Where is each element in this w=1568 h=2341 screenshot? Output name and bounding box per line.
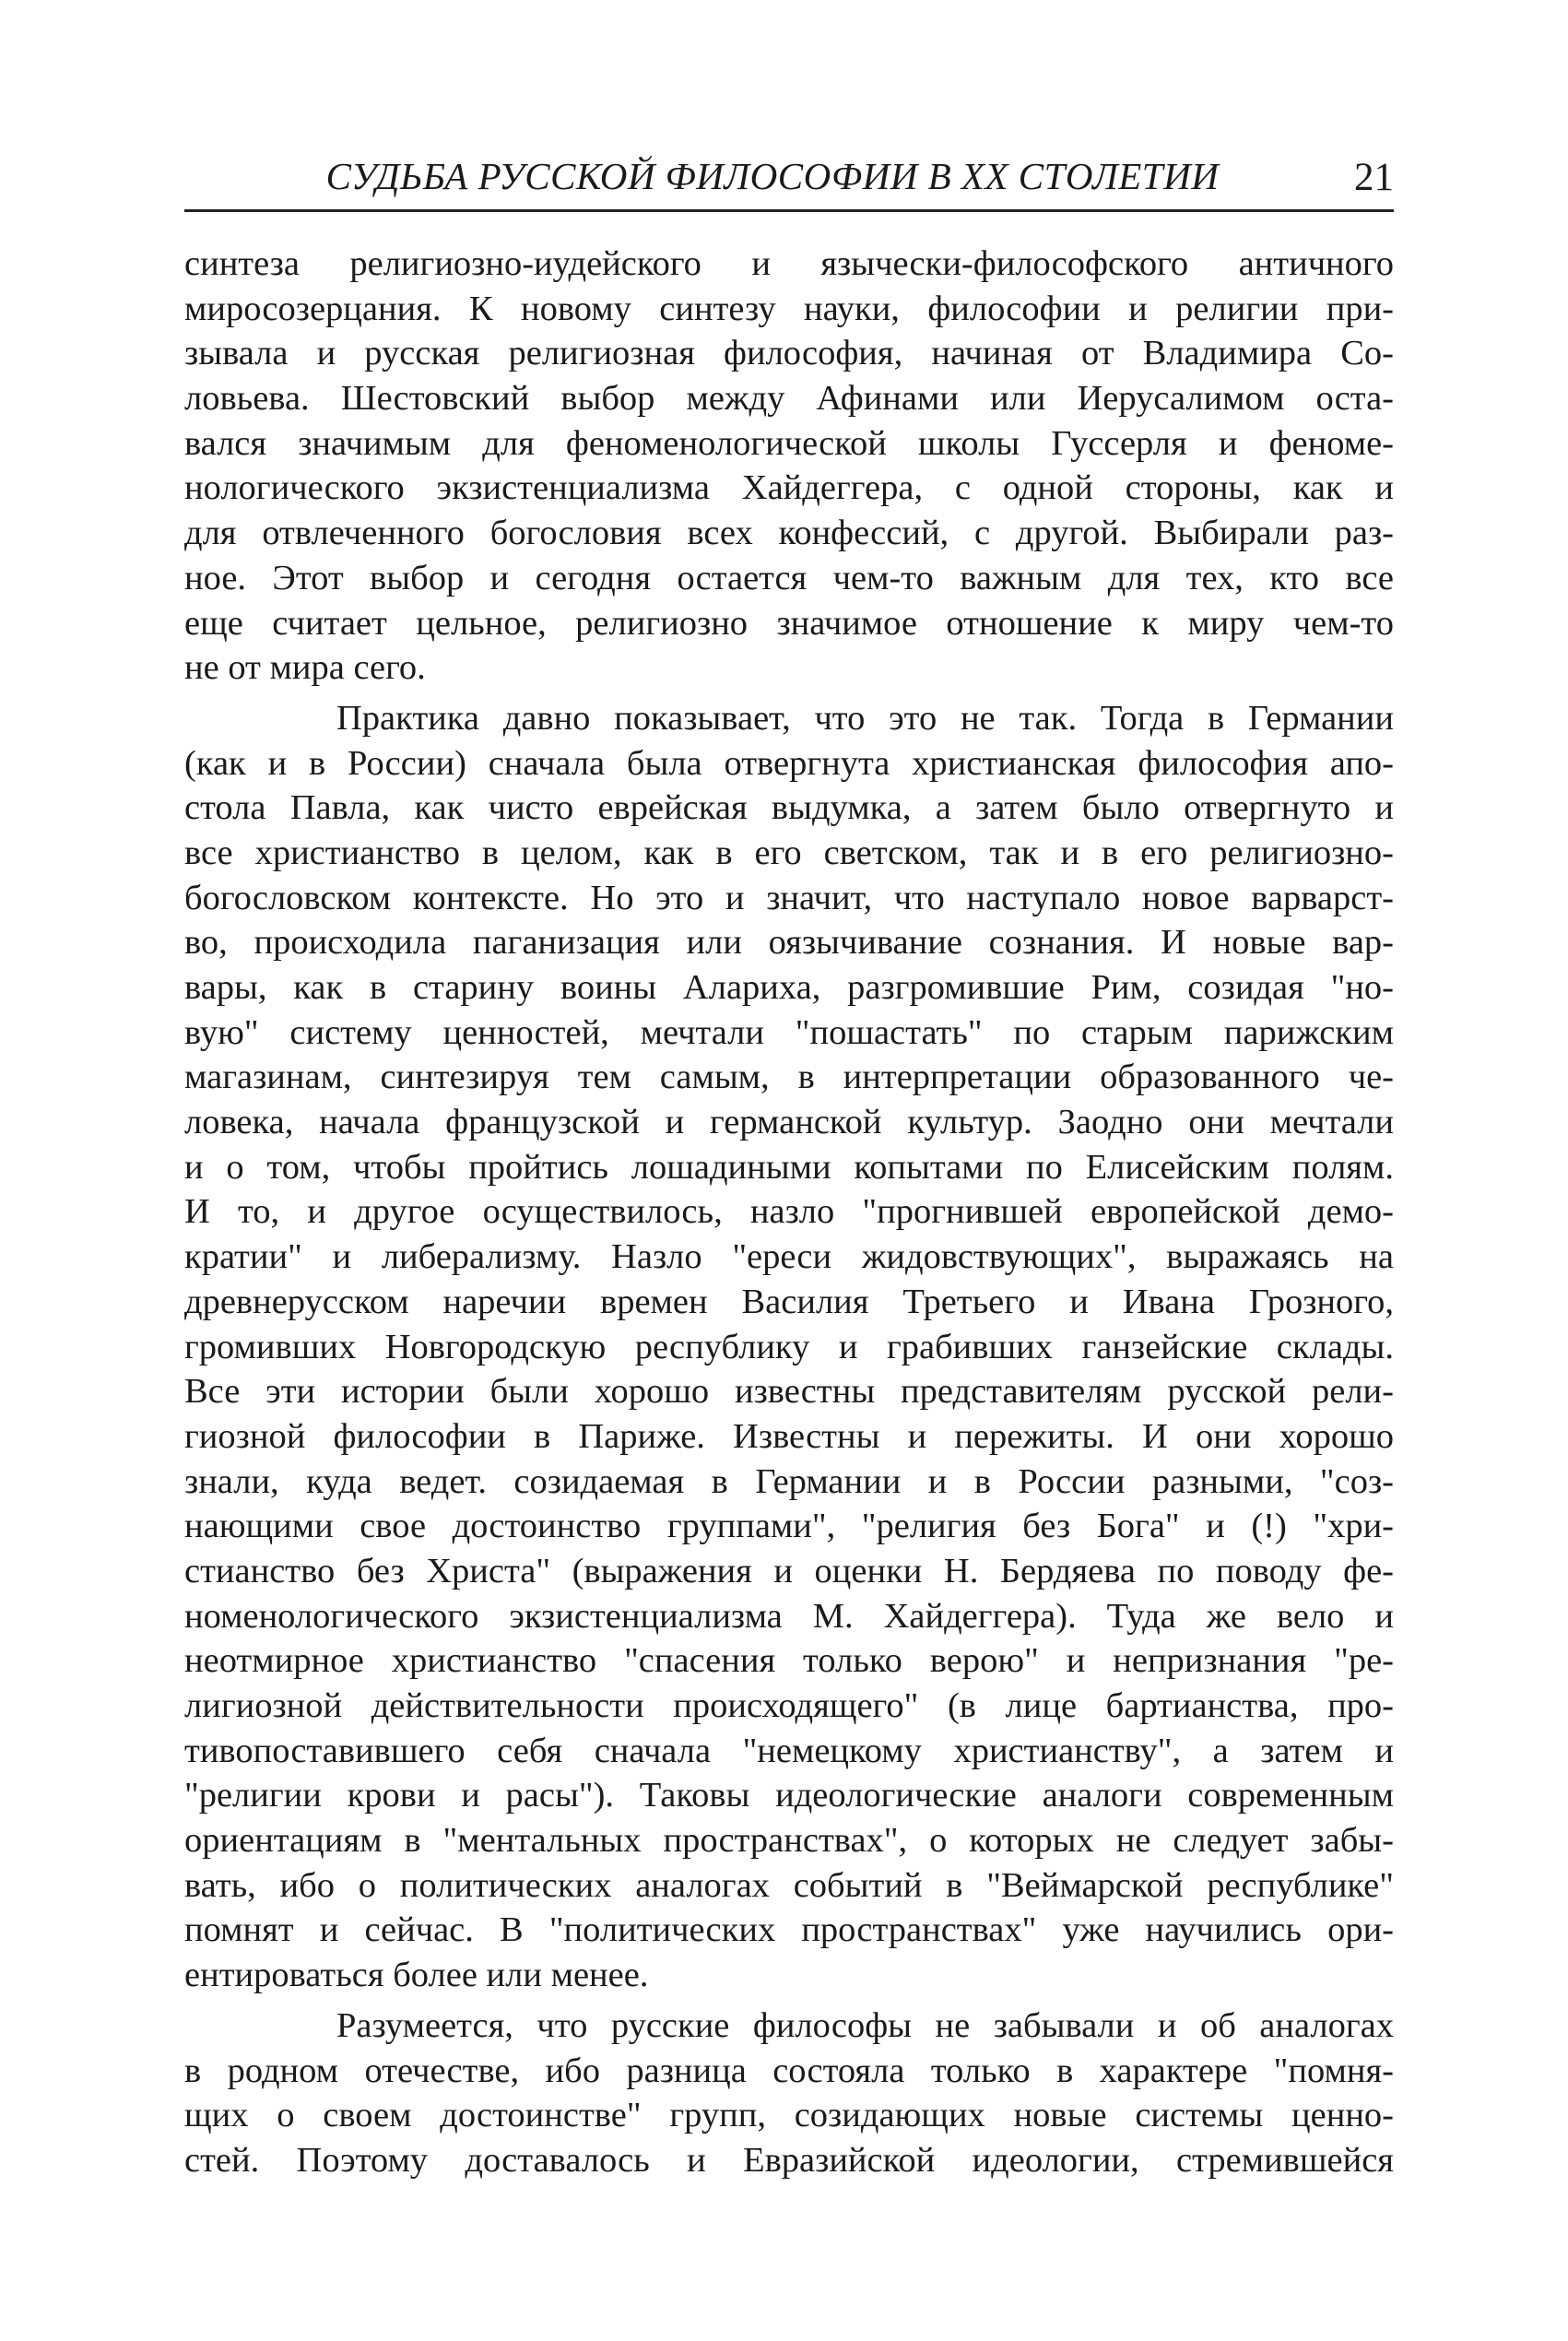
text-line: вался значимым для феноменологической школы Гуссерля и феноме- xyxy=(184,423,1394,463)
text-line: неотмирное христианство "спасения только верою" и непризнания "ре- xyxy=(184,1641,1394,1681)
text-line: Разумеется, что русские философы не забывали и об аналогах xyxy=(336,2005,1394,2045)
text-line: Все эти истории были хорошо известны представителям русской рели- xyxy=(184,1372,1394,1412)
running-title: СУДЬБА РУССКОЙ ФИЛОСОФИИ В XX СТОЛЕТИИ xyxy=(325,155,1220,197)
text-line: в родном отечестве, ибо разница состояла только в характере "помня- xyxy=(184,2051,1394,2090)
text-line: тивопоставившего себя сначала "немецкому христианству", а затем и xyxy=(184,1731,1394,1770)
text-line: вать, ибо о политических аналогах событий в "Веймарской республике" xyxy=(184,1865,1394,1905)
text-line: вары, как в старину воины Алариха, разгромившие Рим, созидая "но- xyxy=(184,968,1394,1007)
text-line: все христианство в целом, как в его светском, так и в его религиозно- xyxy=(184,833,1394,872)
text-line: богословском контексте. Но это и значит, что наступало новое варварст- xyxy=(184,878,1394,917)
text-line: нологического экзистенциализма Хайдеггера, с одной стороны, как и xyxy=(184,468,1394,508)
text-line: помнят и сейчас. В "политических пространствах" уже научились ори- xyxy=(184,1910,1394,1950)
text-line: гиозной философии в Париже. Известны и пережиты. И они хорошо xyxy=(184,1416,1394,1456)
text-line: древнерусском наречии времен Василия Третьего и Ивана Грозного, xyxy=(184,1282,1394,1321)
text-line: ориентациям в "ментальных пространствах", о которых не следует забы- xyxy=(184,1821,1394,1861)
text-line: (как и в России) сначала была отвергнута христианская философия апо- xyxy=(184,743,1394,783)
text-line: вую" систему ценностей, мечтали "пошастать" по старым парижским xyxy=(184,1012,1394,1052)
text-line: не от мира сего. xyxy=(184,648,426,688)
text-line: и о том, чтобы пройтись лошадиными копытами по Елисейским полям. xyxy=(184,1147,1394,1187)
text-line: стианство без Христа" (выражения и оценки Н. Бердяева по поводу фе- xyxy=(184,1551,1394,1590)
text-line: зывала и русская религиозная философия, начиная от Владимира Со- xyxy=(184,334,1394,373)
text-line: И то, и другое осуществилось, назло "прогнившей европейской демо- xyxy=(184,1192,1394,1232)
text-line: "религии крови и расы"). Таковы идеологические аналоги современным xyxy=(184,1776,1394,1815)
text-line: Практика давно показывает, что это не так. Тогда в Германии xyxy=(336,698,1394,738)
text-line: лигиозной действительности происходящего" (в лице бартианства, про- xyxy=(184,1686,1394,1725)
paragraph xyxy=(184,2004,1394,2183)
text-line: стола Павла, как чисто еврейская выдумка, а затем было отвергнуто и xyxy=(184,788,1394,828)
text-line: щих о своем достоинстве" групп, созидающих новые системы ценно- xyxy=(184,2096,1394,2135)
text-line: стей. Поэтому доставалось и Евразийской идеологии, стремившейся xyxy=(184,2140,1394,2180)
text-line: ентироваться более или менее. xyxy=(184,1956,649,1995)
text-line: миросозерцания. К новому синтезу науки, философии и религии при- xyxy=(184,289,1394,328)
text-line: для отвлеченного богословия всех конфессий, с другой. Выбирали раз- xyxy=(184,514,1394,553)
text-line: магазинам, синтезируя тем самым, в интерпретации образованного че- xyxy=(184,1058,1394,1097)
text-line: знали, куда ведет. созидаемая в Германии и в России разными, "соз- xyxy=(184,1461,1394,1501)
text-line: во, происходила паганизация или оязычивание сознания. И новые вар- xyxy=(184,923,1394,963)
page-number: 21 xyxy=(1354,156,1394,199)
text-line: громивших Новгородскую республику и грабивших ганзейские склады. xyxy=(184,1327,1394,1366)
text-line: еще считает цельное, религиозно значимое отношение к миру чем-то xyxy=(184,603,1394,643)
paragraph xyxy=(184,696,1394,1998)
text-line: кратии" и либерализму. Назло "ереси жидовствующих", выражаясь на xyxy=(184,1237,1394,1277)
running-header xyxy=(184,152,1394,212)
text-line: нающими свое достоинство группами", "религия без Бога" и (!) "хри- xyxy=(184,1507,1394,1546)
text-line: ловьева. Шестовский выбор между Афинами или Иерусалимом оста- xyxy=(184,379,1394,419)
text-line: ловека, начала французской и германской культур. Заодно они мечтали xyxy=(184,1103,1394,1142)
body-text xyxy=(184,242,1394,2183)
text-line: ное. Этот выбор и сегодня остается чем-то важным для тех, кто все xyxy=(184,558,1394,597)
text-line: синтеза религиозно-иудейского и язычески-философского античного xyxy=(184,244,1394,283)
text-line: номенологического экзистенциализма М. Хайдеггера). Туда же вело и xyxy=(184,1596,1394,1636)
paragraph xyxy=(184,242,1394,691)
